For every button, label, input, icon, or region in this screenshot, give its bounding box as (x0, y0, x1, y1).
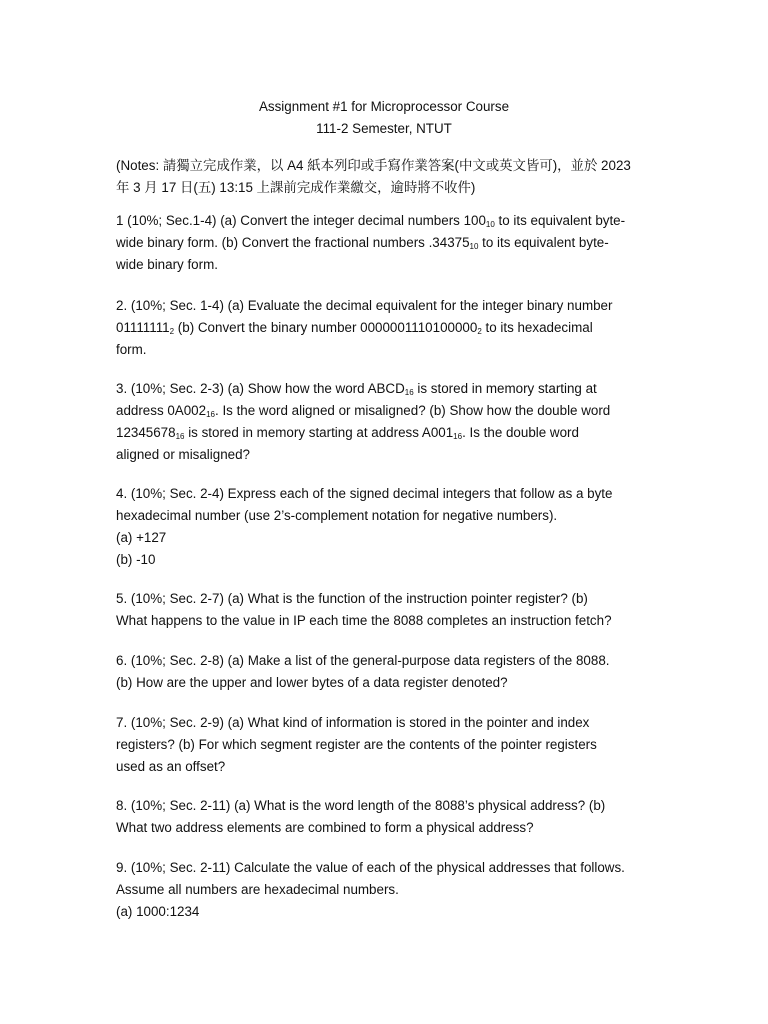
question-4 (116, 483, 661, 571)
subscript: 16 (206, 410, 215, 419)
question-line: wide binary form. (b) Convert the fractional numbers $.34375_{10}$ to its equivalent byte- (116, 235, 609, 251)
question-1 (116, 210, 661, 276)
notes-line: 年 3 月 17 日(五) 13:15 上課前完成作業繳交，逾時將不收件) (116, 180, 476, 195)
question-line: 2. (10%; Sec. 1-4) (a) Evaluate the decimal equivalent for the integer binary number (116, 298, 613, 313)
question-line: 3. (10%; Sec. 2-3) (a) Show how the word $ABCD_{16}$ is stored in memory starting at (116, 381, 597, 397)
question-line: wide binary form. (116, 257, 218, 272)
question-2 (116, 295, 661, 361)
question-line: hexadecimal number (use 2’s-complement notation for negative numbers). (116, 508, 558, 523)
question-6 (116, 650, 661, 694)
question-line: 6. (10%; Sec. 2-8) (a) Make a list of the general-purpose data registers of the 8088. (116, 653, 610, 668)
subscript: 16 (453, 432, 463, 441)
subscript: 2 (169, 327, 175, 336)
question-line: 5. (10%; Sec. 2-7) (a) What is the function of the instruction pointer register? (b) (116, 591, 588, 606)
notes-paragraph (116, 155, 661, 199)
subscript: 10 (469, 242, 479, 251)
question-line: address $0A002_{16}$. Is the word aligned or misaligned? (b) Show how the double word (116, 403, 611, 419)
question-line: 7. (10%; Sec. 2-9) (a) What kind of information is stored in the pointer and index (116, 715, 590, 730)
question-3 (116, 378, 661, 466)
question-line: (b) -10 (116, 552, 156, 567)
question-line: 4. (10%; Sec. 2-4) Express each of the signed decimal integers that follow as a byte (116, 486, 613, 501)
subscript: 16 (404, 388, 414, 397)
question-line: (a) 1000:1234 (116, 904, 200, 919)
question-line: (a) +127 (116, 530, 167, 545)
subscript: 10 (485, 220, 495, 229)
question-line: 8. (10%; Sec. 2-11) (a) What is the word length of the 8088’s physical address? (b) (116, 798, 606, 813)
subscript: 2 (477, 327, 482, 336)
question-line: Assume all numbers are hexadecimal numbers. (116, 882, 399, 897)
question-line: registers? (b) For which segment register are the contents of the pointer registers (116, 737, 597, 752)
question-8 (116, 795, 661, 839)
subscript: 16 (175, 432, 185, 441)
document-title: Assignment #1 for Microprocessor Course (258, 99, 510, 114)
question-line: What two address elements are combined to form a physical address? (116, 820, 534, 835)
question-line: $01111111_2$ (b) Convert the binary number $0000001110100000_2$ to its hexadecimal (116, 320, 593, 336)
question-line: (b) How are the upper and lower bytes of a data register denoted? (116, 675, 508, 690)
question-line: used as an offset? (116, 759, 226, 774)
question-line: 9. (10%; Sec. 2-11) Calculate the value of each of the physical addresses that follows. (116, 860, 625, 875)
question-line: What happens to the value in IP each time the 8088 completes an instruction fetch? (116, 613, 612, 628)
question-line: 1 (10%; Sec.1-4) (a) Convert the integer decimal numbers $100_{10}$ to its equivalent byte- (116, 213, 626, 229)
question-line: aligned or misaligned? (116, 447, 250, 462)
question-5 (116, 588, 661, 632)
question-line: form. (116, 342, 147, 357)
semester-line: 111-2 Semester, NTUT (316, 121, 452, 136)
question-line: $12345678_{16}$ is stored in memory starting at address $A001_{16}$. Is the double word (116, 425, 579, 441)
question-7 (116, 712, 661, 778)
notes-line: (Notes: 請獨立完成作業，以 A4 紙本列印或手寫作業答案(中文或英文皆可)，並於 2023 (116, 158, 631, 173)
question-9 (116, 857, 661, 923)
